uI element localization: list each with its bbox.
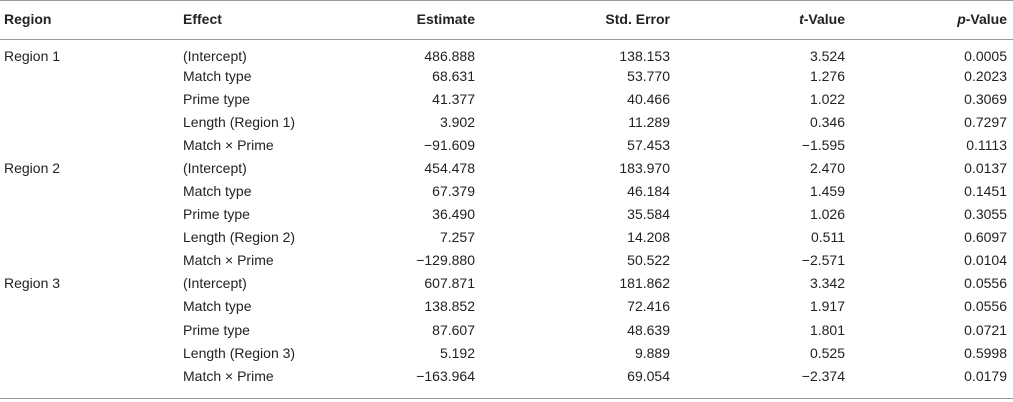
cell-p-value: 0.6097 bbox=[964, 229, 1007, 246]
cell-region: Region 3 bbox=[4, 275, 61, 292]
cell-p-value: 0.1113 bbox=[966, 136, 1007, 153]
cell-t-value: 0.346 bbox=[809, 113, 845, 130]
cell-p-value: 0.0005 bbox=[964, 48, 1007, 64]
bottom-rule bbox=[0, 398, 1013, 399]
cell-p-value: 0.0556 bbox=[964, 275, 1007, 292]
cell-estimate: 5.192 bbox=[439, 344, 475, 361]
table-row bbox=[0, 133, 1013, 156]
cell-std-error: 11.289 bbox=[628, 113, 670, 130]
cell-estimate: 36.490 bbox=[432, 206, 475, 223]
cell-region bbox=[0, 179, 175, 202]
cell-estimate: 41.377 bbox=[432, 90, 475, 107]
cell-effect: (Intercept) bbox=[183, 159, 247, 176]
cell-region bbox=[0, 295, 175, 318]
cell-t-value: −2.571 bbox=[801, 252, 845, 269]
cell-region bbox=[0, 318, 175, 341]
cell-region bbox=[0, 341, 175, 364]
table-row bbox=[0, 110, 1013, 133]
cell-t-value: 2.470 bbox=[809, 159, 845, 176]
cell-region bbox=[0, 203, 175, 226]
cell-p-value: 0.1451 bbox=[964, 183, 1007, 200]
cell-effect: Match type bbox=[183, 298, 252, 315]
cell-estimate: 138.852 bbox=[424, 298, 475, 315]
cell-effect: Prime type bbox=[183, 206, 250, 223]
cell-t-value: 1.801 bbox=[809, 321, 845, 338]
cell-std-error: 48.639 bbox=[627, 321, 670, 338]
cell-effect: Length (Region 1) bbox=[183, 113, 296, 130]
cell-estimate: 87.607 bbox=[432, 321, 475, 338]
cell-region bbox=[0, 226, 175, 249]
cell-effect: Length (Region 2) bbox=[183, 229, 296, 246]
cell-std-error: 40.466 bbox=[627, 90, 670, 107]
cell-region bbox=[0, 249, 175, 272]
cell-estimate: 7.257 bbox=[439, 229, 475, 246]
table-row bbox=[0, 249, 1013, 272]
cell-t-value: −2.374 bbox=[801, 367, 845, 384]
cell-estimate: 607.871 bbox=[424, 275, 475, 292]
cell-effect: Prime type bbox=[183, 321, 250, 338]
cell-t-value: 3.342 bbox=[809, 275, 845, 292]
header-p-value bbox=[853, 1, 1013, 40]
cell-p-value: 0.0179 bbox=[964, 367, 1007, 384]
cell-estimate: −91.609 bbox=[424, 136, 475, 153]
header-region: Region bbox=[0, 1, 175, 40]
header-t-italic: t bbox=[799, 11, 804, 27]
cell-p-value: 0.2023 bbox=[964, 67, 1007, 84]
cell-p-value: 0.3069 bbox=[964, 90, 1007, 107]
cell-effect: Match × Prime bbox=[183, 136, 274, 153]
table-row bbox=[0, 87, 1013, 110]
table-row bbox=[0, 64, 1013, 87]
cell-p-value: 0.3055 bbox=[964, 206, 1007, 223]
cell-std-error: 50.522 bbox=[627, 252, 670, 269]
cell-estimate: 3.902 bbox=[439, 113, 475, 130]
table-row bbox=[0, 272, 1013, 295]
cell-estimate: −129.880 bbox=[416, 252, 475, 269]
cell-t-value: 0.525 bbox=[809, 344, 845, 361]
table-row bbox=[0, 318, 1013, 341]
cell-t-value: 1.022 bbox=[809, 90, 845, 107]
table-row bbox=[0, 295, 1013, 318]
cell-std-error: 138.153 bbox=[619, 48, 670, 64]
header-t-rest: -Value bbox=[803, 11, 845, 27]
cell-region: Region 2 bbox=[4, 159, 61, 176]
header-estimate: Estimate bbox=[355, 1, 483, 40]
table-row bbox=[0, 226, 1013, 249]
cell-std-error: 72.416 bbox=[627, 298, 670, 315]
cell-effect: (Intercept) bbox=[183, 48, 247, 64]
cell-t-value: 1.026 bbox=[809, 206, 845, 223]
cell-std-error: 69.054 bbox=[627, 367, 670, 384]
cell-effect: Match type bbox=[183, 67, 252, 84]
cell-estimate: 68.631 bbox=[432, 67, 475, 84]
table-body bbox=[0, 40, 1013, 388]
cell-region bbox=[0, 110, 175, 133]
cell-effect: (Intercept) bbox=[183, 275, 247, 292]
cell-std-error: 181.862 bbox=[619, 275, 670, 292]
cell-t-value: 1.276 bbox=[809, 67, 845, 84]
cell-estimate: 67.379 bbox=[432, 183, 475, 200]
cell-effect: Prime type bbox=[183, 90, 250, 107]
cell-t-value: −1.595 bbox=[801, 136, 845, 153]
cell-p-value: 0.5998 bbox=[964, 344, 1007, 361]
cell-t-value: 3.524 bbox=[809, 48, 845, 64]
cell-std-error: 14.208 bbox=[627, 229, 670, 246]
header-p-italic: p bbox=[957, 11, 966, 27]
cell-p-value: 0.0104 bbox=[964, 252, 1007, 269]
cell-estimate: 454.478 bbox=[424, 159, 475, 176]
cell-effect: Match × Prime bbox=[183, 367, 274, 384]
cell-effect: Match type bbox=[183, 183, 252, 200]
cell-t-value: 1.459 bbox=[809, 183, 845, 200]
cell-region bbox=[0, 87, 175, 110]
cell-std-error: 57.453 bbox=[627, 136, 670, 153]
cell-region bbox=[0, 364, 175, 387]
header-p-rest: -Value bbox=[965, 11, 1007, 27]
header-effect: Effect bbox=[175, 1, 355, 40]
cell-std-error: 183.970 bbox=[619, 159, 670, 176]
cell-effect: Length (Region 3) bbox=[183, 344, 296, 361]
table-row bbox=[0, 179, 1013, 202]
table-row bbox=[0, 40, 1013, 65]
header-std-error: Std. Error bbox=[483, 1, 678, 40]
table-row bbox=[0, 156, 1013, 179]
cell-t-value: 1.917 bbox=[809, 298, 845, 315]
cell-p-value: 0.0137 bbox=[964, 159, 1007, 176]
cell-p-value: 0.0556 bbox=[964, 298, 1007, 315]
cell-p-value: 0.7297 bbox=[964, 113, 1007, 130]
table-row bbox=[0, 341, 1013, 364]
table-row bbox=[0, 203, 1013, 226]
cell-std-error: 9.889 bbox=[634, 344, 670, 361]
table-row bbox=[0, 364, 1013, 387]
cell-std-error: 35.584 bbox=[627, 206, 670, 223]
cell-std-error: 46.184 bbox=[627, 183, 670, 200]
cell-region: Region 1 bbox=[4, 48, 61, 64]
cell-region bbox=[0, 133, 175, 156]
cell-t-value: 0.511 bbox=[811, 229, 845, 246]
cell-p-value: 0.0721 bbox=[964, 321, 1007, 338]
cell-estimate: 486.888 bbox=[424, 48, 475, 64]
header-row bbox=[0, 1, 1013, 40]
cell-effect: Match × Prime bbox=[183, 252, 274, 269]
header-t-value bbox=[678, 1, 853, 40]
cell-estimate: −163.964 bbox=[416, 367, 475, 384]
cell-std-error: 53.770 bbox=[627, 67, 670, 84]
cell-region bbox=[0, 64, 175, 87]
